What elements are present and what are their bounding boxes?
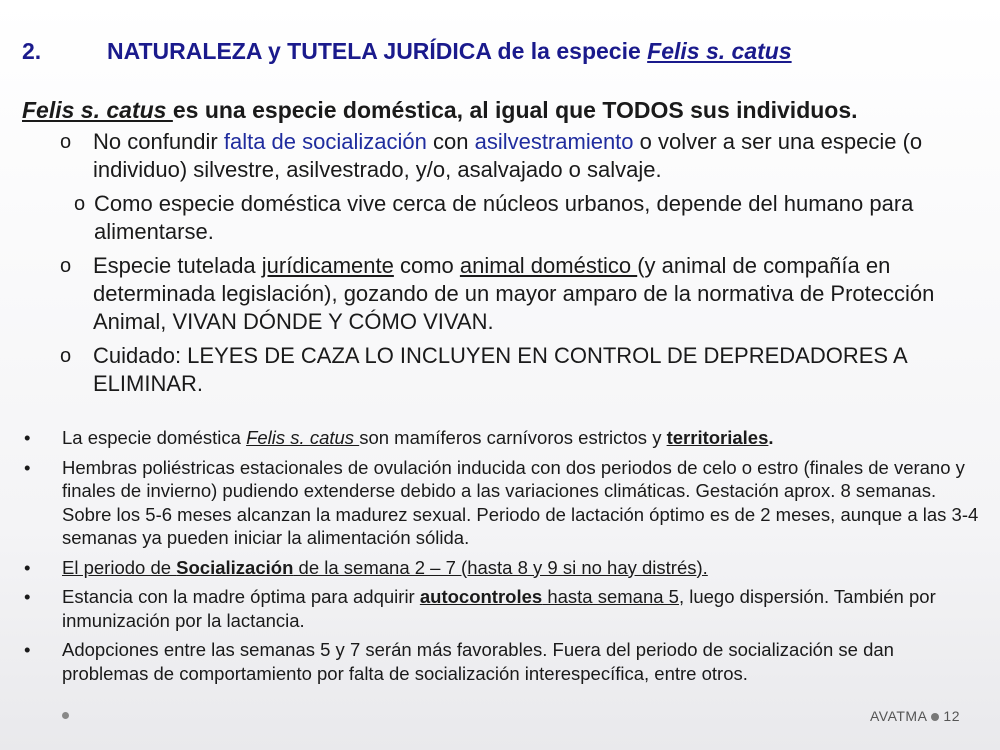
sub-point (74, 190, 985, 246)
underlined-term: hasta semana 5 (542, 586, 679, 607)
text-run: o volver a ser una especie (o individuo) silvestre, asilvestrado, y/o, asalvajado o salvaje. (93, 129, 923, 182)
bullet-list (22, 426, 982, 691)
bullet-text (62, 556, 982, 580)
species-term: Felis s. catus (246, 427, 360, 448)
footer-brand: AVATMA (869, 708, 928, 724)
sub-point-list (60, 128, 985, 404)
sub-point-text: Cuidado: LEYES DE CAZA LO INCLUYEN EN CONTROL DE DEPREDADORES A ELIMINAR. (93, 343, 907, 396)
circle-bullet-icon: o (60, 345, 72, 367)
bullet-text: Hembras poliéstricas estacionales de ovulación inducida con dos periodos de celo o estro (finales de verano y finales de invierno) pudiendo extenderse debido a las variaciones climáticas. Gestación aprox. 8 semanas. Sobre los 5-6 meses alcanzan la madurez sexual. Periodo de lactación óptimo es de 2 meses, aunque a las 3-4 semanas ya pueden iniciar la alimentación sólida. (62, 456, 979, 548)
text-run: La especie doméstica (62, 427, 247, 448)
text-run: (y animal de compañía en determinada legislación), gozando de un mayor amparo de la normativa de Protección Animal, VIVAN DÓNDE Y CÓMO VIVAN. (93, 253, 935, 334)
underlined-term: animal doméstico (459, 253, 638, 278)
lead-text: es una especie doméstica, al igual que TODOS sus individuos. (172, 97, 858, 123)
text-run: Estancia con la madre óptima para adquirir (62, 586, 420, 607)
title-species: Felis s. catus (647, 38, 792, 64)
underlined-term: jurídicamente (261, 253, 394, 278)
bullet-text (62, 426, 982, 450)
circle-bullet-icon: o (60, 255, 72, 277)
highlight-term: falta de socialización (223, 129, 427, 154)
bullet-icon: • (24, 586, 31, 607)
page-number: 12 (943, 708, 960, 724)
text-run: No confundir (93, 129, 224, 154)
text-run: como (393, 253, 460, 278)
title-text: NATURALEZA y TUTELA JURÍDICA de la especie (107, 38, 648, 64)
bullet-text: Adopciones entre las semanas 5 y 7 serán más favorables. Fuera del periodo de socialización se dan problemas de comportamiento por falta de socialización interespecífica, entre otros. (62, 639, 894, 684)
slide-footer (870, 708, 960, 724)
sub-point-text: Como especie doméstica vive cerca de núcleos urbanos, depende del humano para alimentarse. (94, 191, 914, 244)
bullet-icon: • (24, 427, 31, 448)
text-run: , luego dispersión. También por inmunización por la lactancia. (62, 586, 936, 631)
section-number: 2. (22, 38, 42, 64)
sub-point (60, 128, 985, 184)
text-run: . (768, 427, 774, 448)
bullet-item (22, 456, 982, 550)
bullet-icon: • (24, 556, 31, 578)
sub-point (60, 342, 985, 398)
bullet-icon: • (24, 456, 31, 478)
sub-point-text (93, 252, 985, 336)
bullet-item (22, 556, 982, 580)
highlight-term: asilvestramiento (474, 129, 634, 154)
circle-bullet-icon: o (60, 131, 72, 153)
bold-term: autocontroles (419, 586, 543, 607)
slide-title (22, 38, 792, 65)
separator-dot-icon (931, 713, 939, 721)
bullet-item (22, 426, 982, 450)
text-run: con (426, 129, 475, 154)
text-run: de la semana 2 – 7 (hasta 8 y 9 si no hay distrés). (293, 556, 708, 578)
circle-bullet-icon: o (74, 193, 86, 215)
bold-term: territoriales (666, 427, 769, 448)
text-run: Especie tutelada (93, 253, 262, 278)
sub-point (60, 252, 985, 336)
sub-point-text (93, 128, 985, 184)
text-run: son mamíferos carnívoros estrictos y (359, 427, 667, 448)
bullet-item (22, 585, 982, 632)
bullet-text (62, 585, 982, 632)
lead-statement (22, 97, 858, 124)
decorative-dot (62, 712, 69, 719)
text-run: El periodo de (62, 556, 177, 578)
bullet-item (22, 638, 982, 685)
bold-term: Socialización (176, 556, 294, 578)
bullet-icon: • (24, 639, 31, 660)
lead-species: Felis s. catus (22, 97, 173, 123)
